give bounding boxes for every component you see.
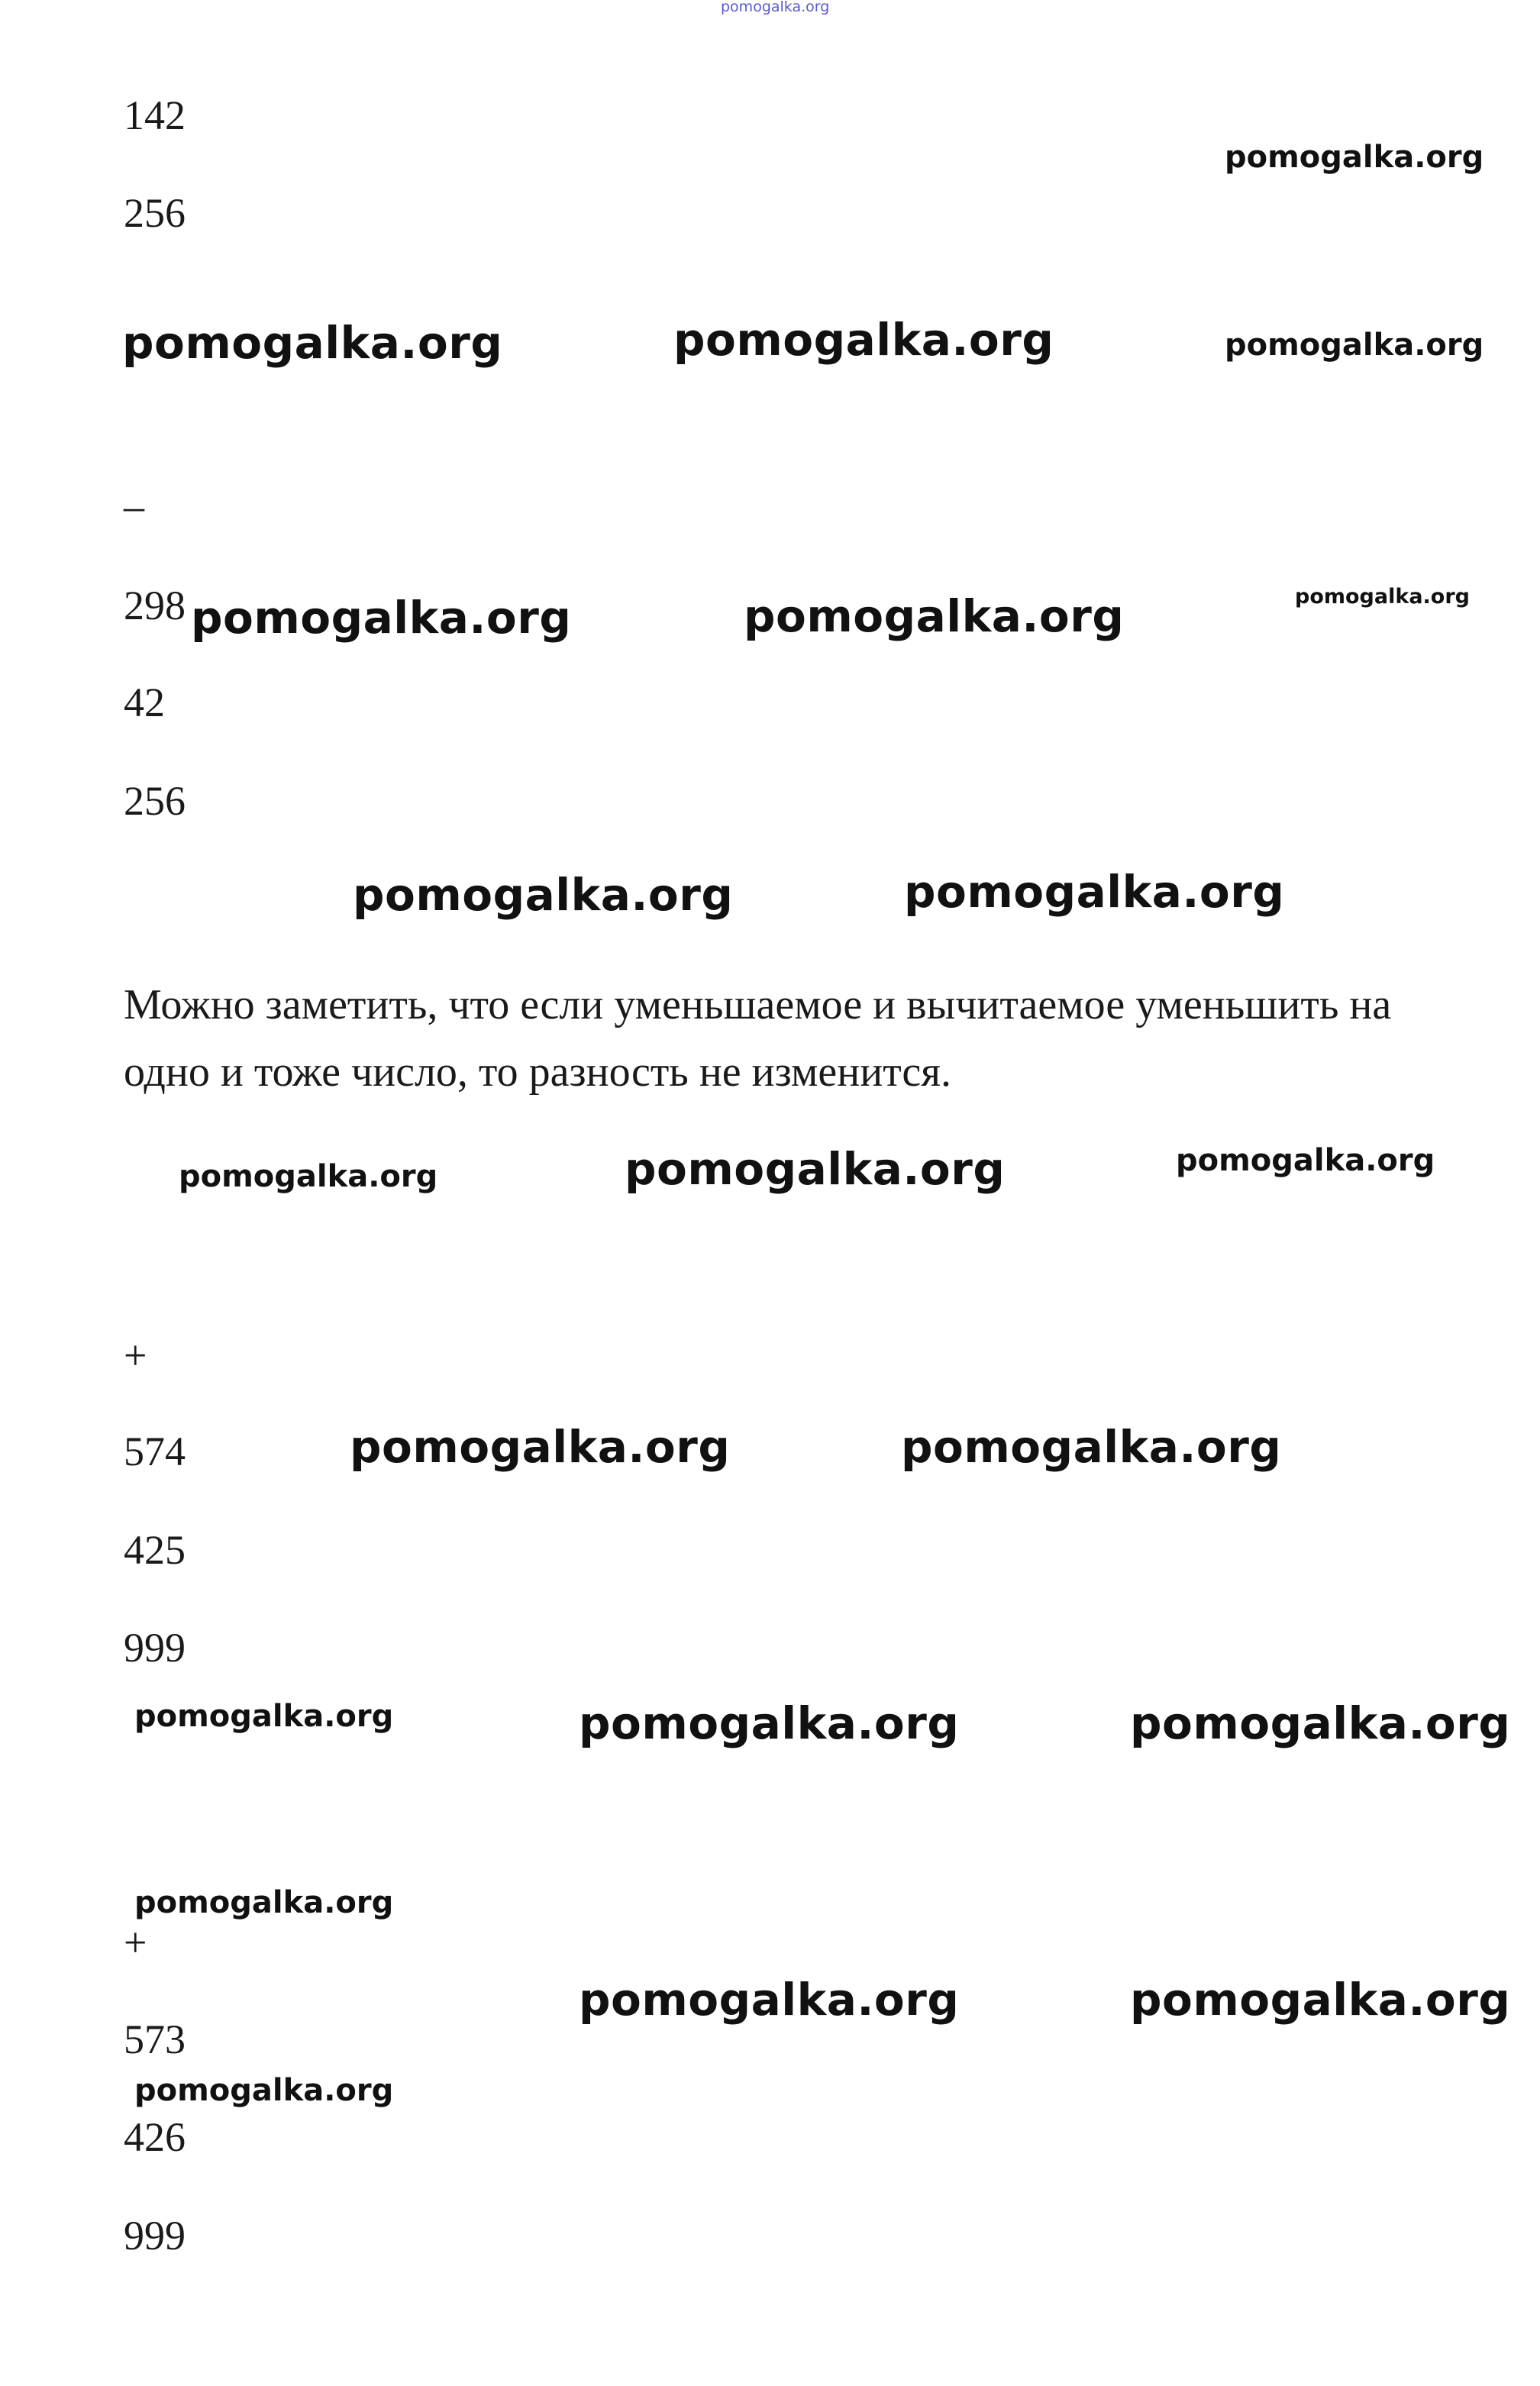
watermark: pomogalka.org xyxy=(1295,585,1470,609)
watermark: pomogalka.org xyxy=(625,1143,1006,1195)
watermark: pomogalka.org xyxy=(353,869,734,921)
value-999-result: 999 xyxy=(124,2213,186,2258)
watermark: pomogalka.org xyxy=(904,866,1285,918)
value-256: 256 xyxy=(124,190,186,236)
value-574: 574 xyxy=(124,1429,186,1474)
value-425: 425 xyxy=(124,1527,186,1573)
watermark: pomogalka.org xyxy=(134,1699,394,1734)
value-573: 573 xyxy=(124,2016,186,2062)
watermark: pomogalka.org xyxy=(122,317,503,369)
value-426: 426 xyxy=(124,2114,186,2160)
watermark: pomogalka.org xyxy=(673,314,1054,366)
watermark: pomogalka.org xyxy=(579,1974,960,2026)
watermark: pomogalka.org xyxy=(901,1421,1282,1473)
watermark: pomogalka.org xyxy=(350,1421,731,1473)
watermark: pomogalka.org xyxy=(134,1885,394,1920)
plus-sign: + xyxy=(124,1919,147,1965)
watermark: pomogalka.org xyxy=(134,2073,394,2108)
watermark: pomogalka.org xyxy=(191,592,572,644)
watermark: pomogalka.org xyxy=(1225,140,1484,175)
value-256-result: 256 xyxy=(124,778,186,824)
conclusion-text: Можно заметить, что если уменьшаемое и вычитаемое уменьшить на одно и тоже число, то разность не изменится. xyxy=(124,981,1392,1096)
watermark: pomogalka.org xyxy=(1176,1143,1435,1178)
header-watermark: pomogalka.org xyxy=(721,0,830,15)
watermark: pomogalka.org xyxy=(179,1159,438,1194)
value-142: 142 xyxy=(124,92,186,138)
value-999: 999 xyxy=(124,1625,186,1671)
watermark: pomogalka.org xyxy=(1130,1974,1511,2026)
watermark: pomogalka.org xyxy=(579,1697,960,1749)
plus-sign: + xyxy=(124,1332,147,1378)
minus-sign: – xyxy=(124,483,144,529)
watermark: pomogalka.org xyxy=(1130,1697,1511,1749)
value-42: 42 xyxy=(124,680,165,725)
watermark: pomogalka.org xyxy=(744,590,1125,642)
watermark: pomogalka.org xyxy=(1225,328,1484,363)
value-298: 298 xyxy=(124,583,186,628)
